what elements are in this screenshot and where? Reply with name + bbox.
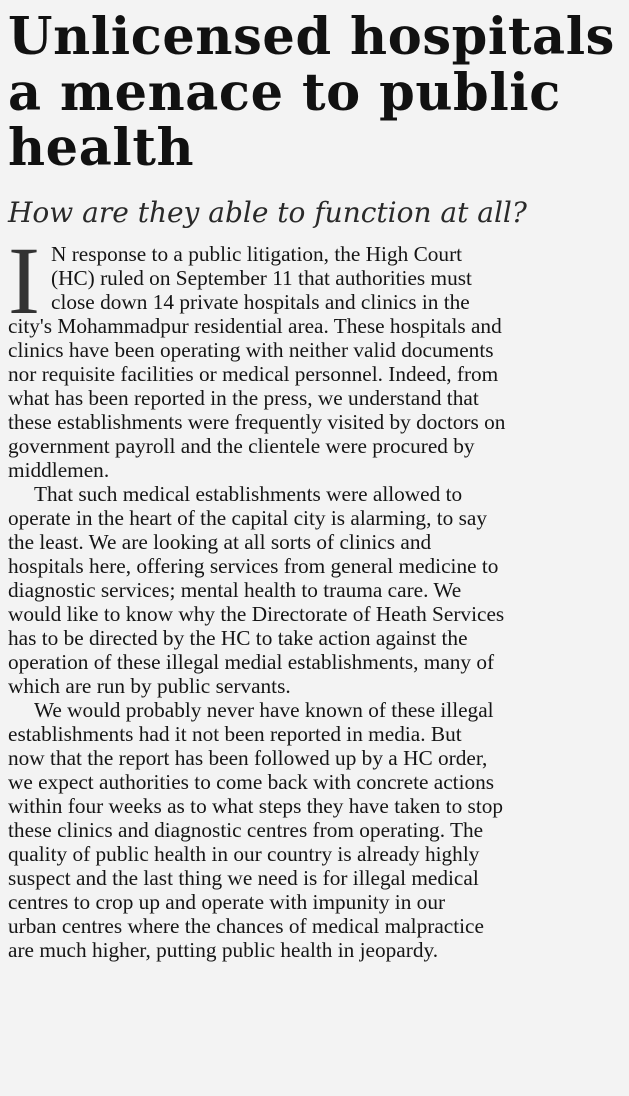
headline-line: health bbox=[8, 118, 195, 179]
text-line: That such medical establishments were allowed to bbox=[34, 482, 463, 507]
text-line: hospitals here, offering services from general medicine to bbox=[8, 554, 499, 579]
headline-line: a menace to public bbox=[8, 62, 561, 123]
text-line: establishments had it not been reported in media. But bbox=[8, 722, 462, 747]
text-line: close down 14 private hospitals and clinics in the bbox=[51, 289, 470, 314]
text-line: nor requisite facilities or medical personnel. Indeed, from bbox=[8, 362, 499, 386]
text-line: these clinics and diagnostic centres from operating. The bbox=[8, 818, 484, 843]
text-line: centres to crop up and operate with impunity in our bbox=[8, 890, 446, 915]
text-line: quality of public health in our country is already highly bbox=[8, 842, 480, 867]
text-line: which are run by public servants. bbox=[8, 674, 291, 699]
text-line: N response to a public litigation, the High Court bbox=[51, 241, 463, 266]
drop-cap: I bbox=[8, 226, 40, 334]
text-line: government payroll and the clientele were procured by bbox=[8, 434, 475, 459]
text-line: what has been reported in the press, we understand that bbox=[8, 386, 479, 411]
text-line: clinics have been operating with neither valid documents bbox=[8, 337, 494, 362]
text-line: has to be directed by the HC to take action against the bbox=[8, 626, 468, 651]
paragraph-2 bbox=[8, 482, 617, 698]
paragraph-3 bbox=[8, 698, 617, 962]
article-body bbox=[8, 226, 617, 963]
headline bbox=[8, 7, 617, 179]
text-line: city's Mohammadpur residential area. These hospitals and bbox=[8, 313, 502, 338]
text-line: We would probably never have known of these illegal bbox=[34, 698, 494, 723]
subheadline: How are they able to function at all? bbox=[8, 195, 527, 229]
text-line: within four weeks as to what steps they have taken to stop bbox=[8, 794, 504, 819]
text-line: the least. We are looking at all sorts of clinics and bbox=[8, 530, 432, 555]
headline-line: Unlicensed hospitals bbox=[8, 7, 615, 67]
text-line: middlemen. bbox=[8, 458, 110, 483]
text-line: diagnostic services; mental health to trauma care. We bbox=[8, 578, 462, 603]
text-line: operation of these illegal medial establishments, many of bbox=[8, 650, 495, 675]
text-line: would like to know why the Directorate of Heath Services bbox=[8, 602, 505, 627]
text-line: suspect and the last thing we need is for illegal medical bbox=[8, 866, 479, 891]
text-line: these establishments were frequently visited by doctors on bbox=[8, 410, 506, 435]
text-line: we expect authorities to come back with concrete actions bbox=[8, 770, 495, 795]
paragraph-1 bbox=[8, 226, 617, 483]
text-line: operate in the heart of the capital city is alarming, to say bbox=[8, 506, 488, 531]
text-line: now that the report has been followed up by a HC order, bbox=[8, 746, 488, 771]
text-line: are much higher, putting public health in jeopardy. bbox=[8, 938, 439, 963]
text-line: urban centres where the chances of medical malpractice bbox=[8, 914, 484, 939]
text-line: (HC) ruled on September 11 that authorities must bbox=[51, 265, 472, 290]
